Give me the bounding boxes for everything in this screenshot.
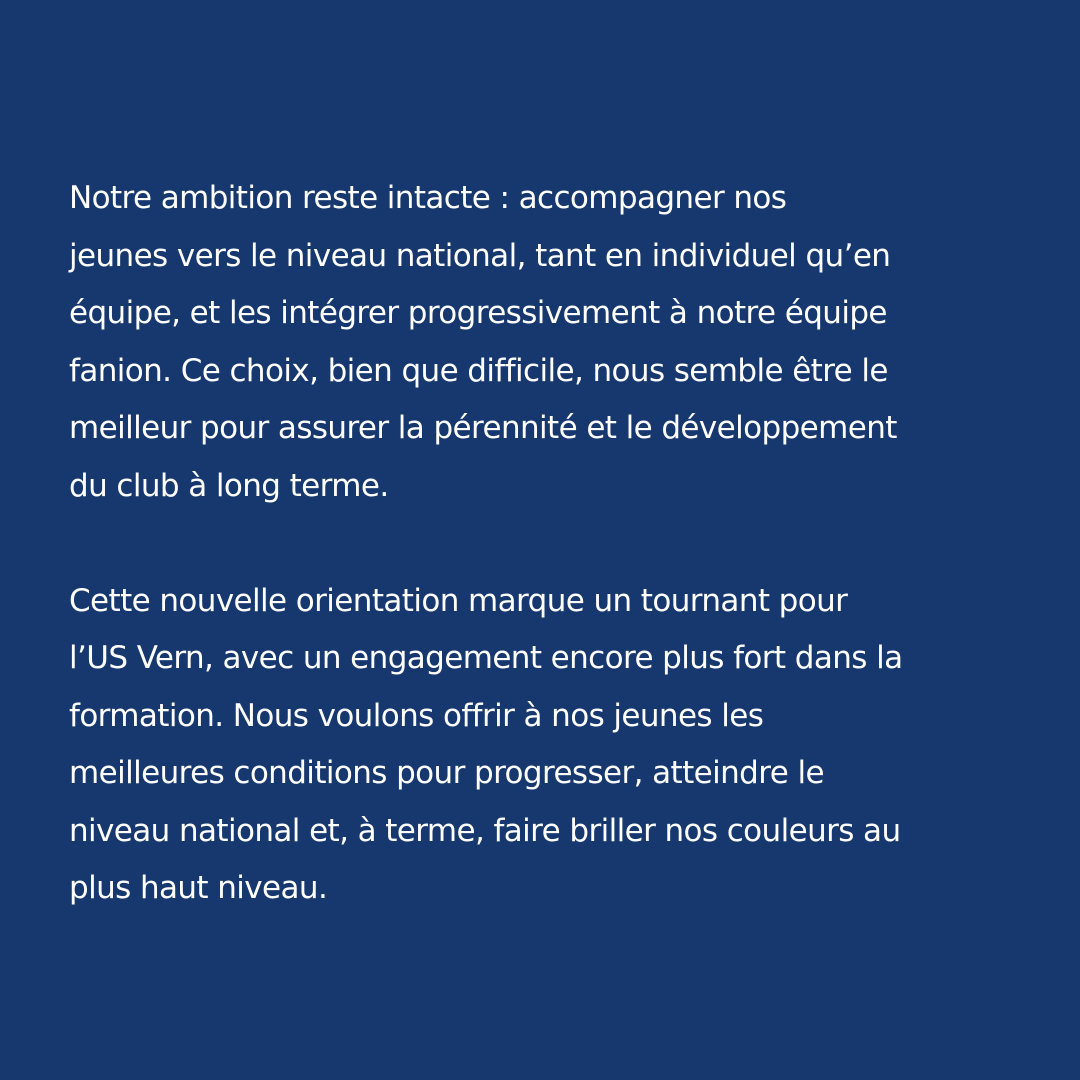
text-block [69, 170, 1029, 918]
paragraph-line: niveau national et, à terme, faire briller nos couleurs au [69, 812, 901, 849]
paragraph-line: jeunes vers le niveau national, tant en individuel qu’en [69, 237, 891, 274]
paragraph-line: fanion. Ce choix, bien que difficile, nous semble être le [69, 352, 888, 389]
paragraph-orientation [69, 573, 1029, 918]
paragraph-line: formation. Nous voulons offrir à nos jeunes les [69, 697, 764, 734]
paragraph-line: du club à long terme. [69, 467, 389, 504]
paragraph-line: meilleur pour assurer la pérennité et le développement [69, 410, 897, 446]
paragraph-ambition [69, 170, 1029, 515]
paragraph-line: l’US Vern, avec un engagement encore plus fort dans la [69, 640, 903, 676]
paragraph-line: meilleures conditions pour progresser, atteindre le [69, 755, 824, 791]
paragraph-line: Cette nouvelle orientation marque un tournant pour [69, 582, 848, 619]
paragraph-line: plus haut niveau. [69, 870, 328, 906]
paragraph-line: Notre ambition reste intacte : accompagner nos [69, 180, 787, 216]
paragraph-line: équipe, et les intégrer progressivement à notre équipe [69, 295, 887, 331]
